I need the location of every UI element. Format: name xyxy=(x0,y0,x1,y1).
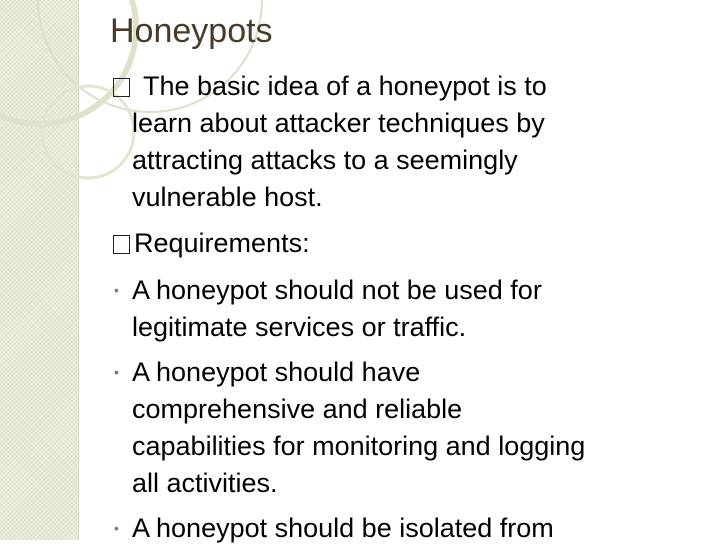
box-glyph-icon xyxy=(113,224,134,262)
slide-title: Honeypots xyxy=(110,12,273,50)
item1-line2: learn about attacker techniques by xyxy=(132,108,545,138)
bullet1-line2: legitimate services or traffic. xyxy=(132,312,467,342)
item1-line3: attracting attacks to a seemingly xyxy=(132,145,518,175)
item1-line4: vulnerable host. xyxy=(132,182,323,212)
box-glyph-icon xyxy=(113,67,134,105)
decorative-left-band xyxy=(0,0,78,540)
bullet2-line2: comprehensive and reliable xyxy=(132,394,463,424)
bullet1-line1: A honeypot should not be used for xyxy=(132,275,542,305)
bullet3-line1: A honeypot should be isolated from xyxy=(132,513,554,543)
bullet-dot-icon: • xyxy=(114,282,119,298)
bullet2-line3: capabilities for monitoring and logging xyxy=(132,431,586,461)
bullet2-line4: all activities. xyxy=(132,468,278,498)
bullet2-line1: A honeypot should have xyxy=(132,357,421,387)
requirements-heading: Requirements: xyxy=(134,228,310,258)
band-divider xyxy=(78,0,79,540)
bullet-dot-icon: • xyxy=(114,364,119,380)
item1-line1: The basic idea of a honeypot is to xyxy=(143,71,547,101)
bullet-dot-icon: • xyxy=(114,520,119,536)
